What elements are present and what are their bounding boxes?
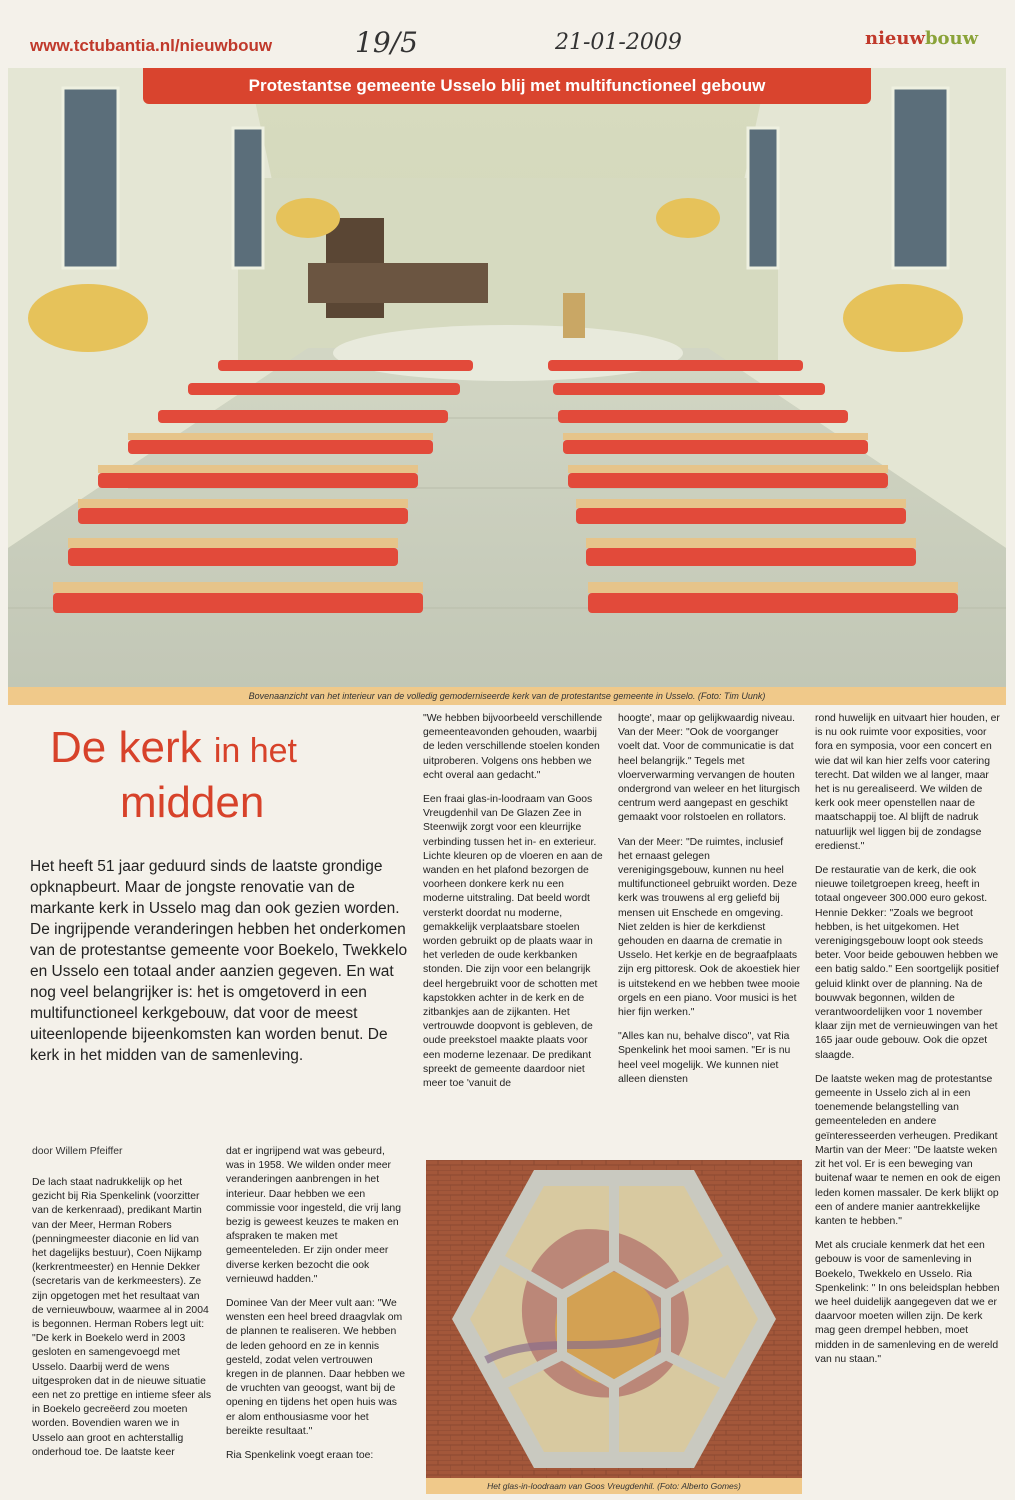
church-interior-photo [8, 68, 1006, 688]
glass-caption: Het glas-in-loodraam van Goos Vreugdenhil. (Foto: Alberto Gomes) [426, 1478, 802, 1494]
paragraph: Van der Meer: "De ruimtes, inclusief het ernaast gelegen verenigingsgebouw, kunnen nu heel multifunctioneel gebruikt worden. Deze kerk was trouwens al erg geliefd bij mensen uit Enschede en omgeving. Niet zelden is hier de kerkdienst gehouden en daarna de crematie in Usselo. Het kerkje en de begraafplaats zijn erg pittoresk. Ook de akoestiek hier is uitstekend en we hebben twee mooie orgels en een piano. Voor musici is het hier fijn werken." [618, 836, 800, 1019]
paragraph: "We hebben bijvoorbeeld verschillende gemeenteavonden gehouden, waarbij de leden verschillende stoelen konden uitproberen. Volgens ons hebben we echt overal aan gedacht." [423, 713, 603, 781]
article-banner: Protestantse gemeente Usselo blij met multifunctioneel gebouw [143, 68, 871, 104]
byline: door Willem Pfeiffer [32, 1146, 123, 1157]
paragraph: hoogte', maar op gelijkwaardig niveau. Van der Meer: "Ook de voorganger voelt dat. Voor de communicatie is dat heel belangrijk." Tegels met vloerverwarming vervangen de houten ondergrond van weleer en het liturgisch centrum werd aangepast en geschikt gemaakt voor rolstoelen en rollators. [618, 713, 800, 824]
column-1 [32, 1176, 212, 1470]
column-5 [815, 712, 1003, 1377]
paragraph: De restauratie van de kerk, die ook nieuwe toiletgroepen kreeg, heeft in totaal ongeveer 300.000 euro gekost. Hennie Dekker: "Zoals we begroot hebben, is het uitgekomen. Het verenigingsgebouw loopt ook steeds beter. Voor beide gebouwen hebben we een batig saldo." Een soortgelijk positief geluid klinkt over de planning. Na de bouwvak begonnen, wilden de verantwoordelijken voor 1 november klaar zijn met de vernieuwingen van het 165 jaar oude gebouw. Ook die opzet slaagde. [815, 865, 999, 1061]
handwritten-date: 21-01-2009 [555, 30, 682, 55]
paragraph: De laatste weken mag de protestantse gemeente in Usselo zich al in een toenemende belangstelling van gemeenteleden en andere geïnteresseerden verheugen. Predikant Martin van der Meer: "De laatste weken zit het vol. Er is een beweging van buitenaf waar te nemen en ook de eigen leden komen massaler. De kerk blijkt op een of andere manier aantrekkelijke kanten te hebben." [815, 1073, 1001, 1227]
stained-glass-photo [426, 1160, 802, 1478]
photo-caption: Bovenaanzicht van het interieur van de volledig gemoderniseerde kerk van de protestantse gemeente in Usselo. (Foto: Tim Uunk) [8, 687, 1006, 705]
article-headline [50, 722, 410, 829]
headline-part2: in het [213, 732, 298, 770]
paragraph: "Alles kan nu, behalve disco", vat Ria Spenkelink het mooi samen. "Er is nu heel veel mogelijk. We kunnen niet alleen diensten [618, 1031, 791, 1085]
section-label [865, 28, 978, 49]
paragraph: Dominee Van der Meer vult aan: "We wensten een heel breed draagvlak om de plannen te realiseren. We hebben de leden gehoord en ze in kennis gesteld, zodat velen vertrouwen kregen in de plannen. Daar hebben we de vruchten van geoogst, want bij de opening en tijdens het open huis was er alom enthousiasme voor het bereikte resultaat." [226, 1298, 406, 1437]
paragraph: Ria Spenkelink voegt eraan toe: [226, 1450, 374, 1462]
section-label-part1: nieuw [865, 28, 925, 49]
headline-part3: midden [120, 778, 265, 827]
paragraph: Een fraai glas-in-loodraam van Goos Vreugdenhil van De Glazen Zee in Steenwijk zorgt voor een kleurrijke verbinding tussen het in- en exterieur. Lichte kleuren op de vloeren en aan de wanden en het plafond bezorgen de voorheen donkere kerk nu een moderne uitstraling. Dat beeld wordt versterkt doordat nu moderne, gemakkelijk verplaatsbare stoelen worden gebruikt op de plaats waar in het verleden de oude kerkbanken stonden. Die zijn voor een belangrijk deel hergebruikt voor de schotten met kapstokken achter in de kerk en de zitbankjes aan de zijkanten. Het vertrouwde doopvont is gebleven, de oude preekstoel maakte plaats voor een moderne lezenaar. De predikant spreekt de gemeente daardoor niet meer toe 'vanuit de [423, 794, 603, 1090]
column-4 [618, 712, 800, 1097]
paragraph: rond huwelijk en uitvaart hier houden, er is nu ook ruimte voor exposities, voor fora en symposia, voor een concert en wie dat wil kan hier zelfs voor catering terecht. Dat wilden we al langer, maar het is nu gerealiseerd. We wilden de kerk ook meer openstellen naar de maatschappij toe. Al blijft de nadruk natuurlijk wel liggen bij de zondagse eredienst." [815, 713, 1000, 852]
paragraph: De lach staat nadrukkelijk op het gezicht bij Ria Spenkelink (voorzitter van de kerkenraad), predikant Martin van der Meer, Herman Robers (penningmeester diaconie en lid van het dagelijks bestuur), Coen Nijkamp (kerkrentmeester) en Hennie Dekker (secretaris van de kerkmeesters). Ze zijn opgetogen met het resultaat van de vernieuwbouw, waarmee al in 2004 is begonnen. Herman Robers legt uit: "De kerk in Boekelo werd in 2003 gesloten en samengevoegd met Usselo. Daarbij werd de wens uitgesproken dat in de nieuwe situatie een net zo prettige en intieme sfeer als in Boekelo gecreëerd zou moeten worden. Bovendien waren we in Usselo aan groot en achterstallig onderhoud toe. De laatste keer [32, 1177, 212, 1458]
paragraph: dat er ingrijpend wat was gebeurd, was in 1958. We wilden onder meer veranderingen aanbrengen in het interieur. Daar hebben we een commissie voor ingesteld, die vrij lang bezig is geweest keuzes te maken en afspraken te maken met gemeenteleden. Er zijn onder meer diverse kerken bezocht die ook vernieuwd hadden." [226, 1146, 401, 1285]
column-3 [423, 712, 605, 1101]
header-url[interactable]: www.tctubantia.nl/nieuwbouw [30, 36, 273, 55]
headline-part1: De kerk [50, 723, 202, 772]
handwritten-page-number: 19/5 [355, 26, 418, 59]
column-2 [226, 1145, 406, 1473]
paragraph: Met als cruciale kenmerk dat het een gebouw is voor de samenleving in Boekelo, Twekkelo en Usselo. Ria Spenkelink: " In ons beleidsplan hebben we heel duidelijk aangegeven dat we er daarvoor moeten willen zijn. De kerk mag geen drempel hebben, moet midden in de samenleving en de wereld van nu staan." [815, 1240, 1000, 1365]
lead-paragraph: Het heeft 51 jaar geduurd sinds de laatste grondige opknapbeurt. Maar de jongste renovatie van de markante kerk in Usselo mag dan ook gezien worden. De ingrijpende veranderingen hebben het onderkomen van de protestantse gemeente voor Boekelo, Twekkelo en Usselo een totaal ander aanzien gegeven. En wat nog veel belangrijker is: het is omgetoverd in een multifunctioneel kerkgebouw, dat voor de meest uiteenlopende bijeenkomsten kan worden benut. De kerk in het midden van de samenleving. [30, 858, 408, 1064]
section-label-part2: bouw [924, 28, 979, 49]
